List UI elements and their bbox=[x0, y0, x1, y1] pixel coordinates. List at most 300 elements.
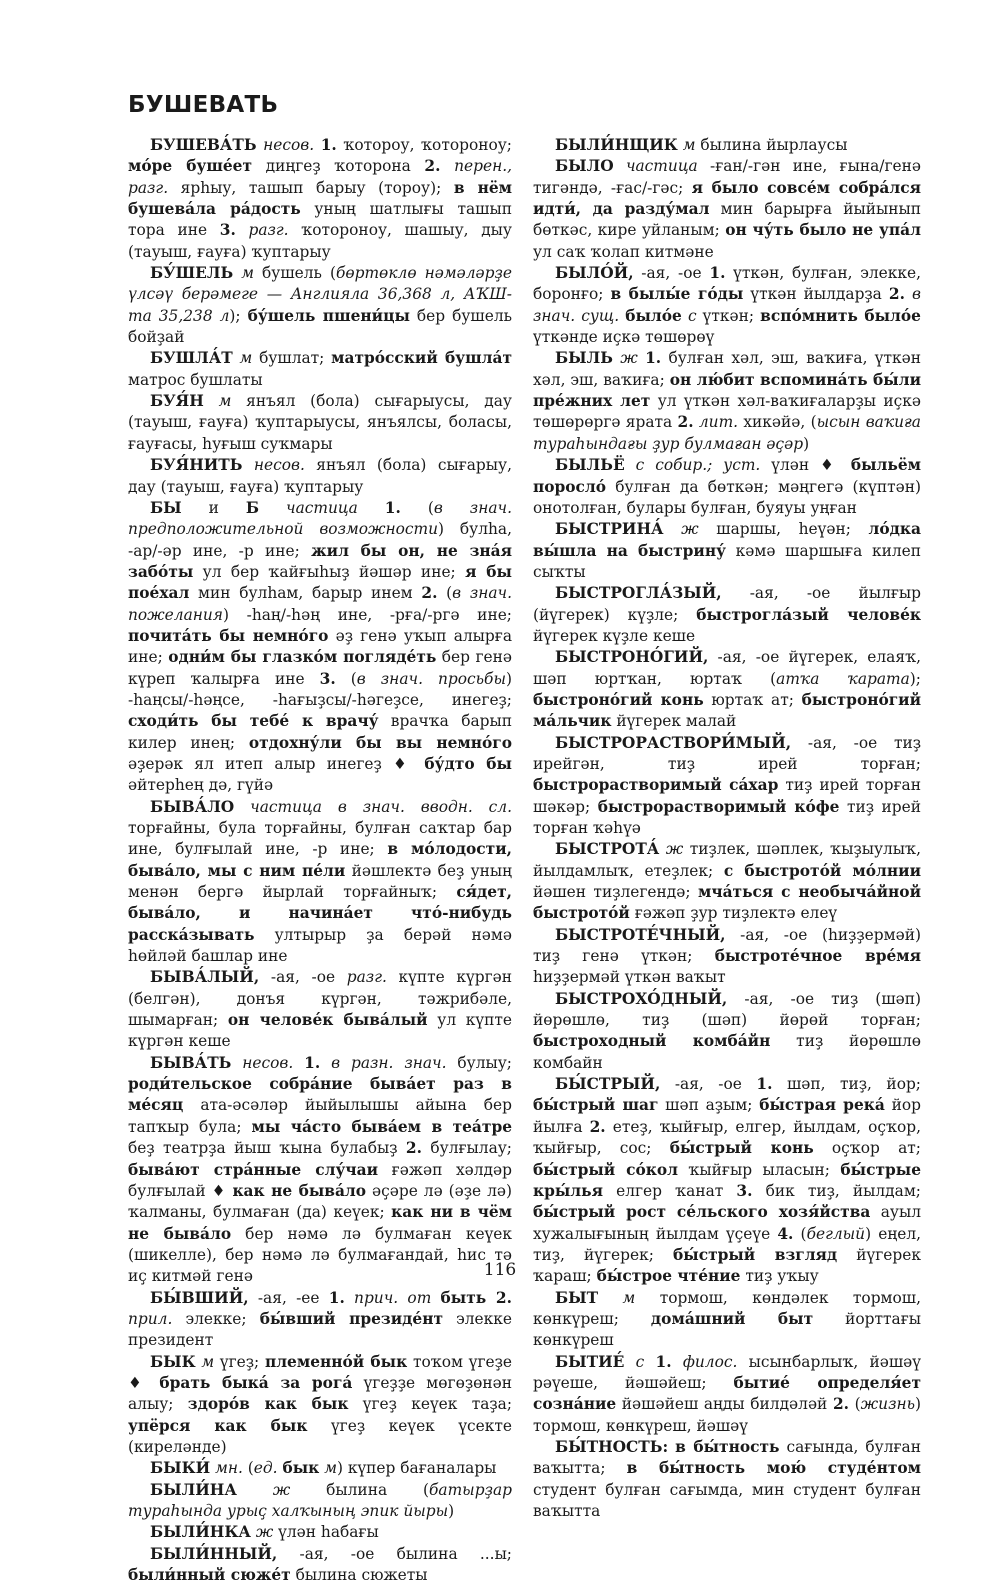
entry-text: әҙ генә уҡып алырға ине; bbox=[128, 626, 512, 667]
entry-text: ) булһа, -ар/-әр ине, -р ине; bbox=[128, 520, 512, 560]
entry-text: сағында, булған ваҡытта; bbox=[533, 1437, 921, 1478]
entry-text bbox=[204, 392, 219, 410]
entry-bold-text: 3. bbox=[219, 221, 236, 240]
entry-bold-text: бы́стрые кры́лья bbox=[533, 1160, 921, 1200]
entry-text: ( bbox=[849, 1395, 861, 1414]
entry-bold-text: БЫВА́ЛЫЙ, bbox=[150, 968, 260, 987]
entry-text: һиҙҙермәй үткән ваҡыт bbox=[533, 968, 726, 987]
entry-text: хикәйә, ( bbox=[738, 413, 817, 432]
dictionary-entry bbox=[128, 1480, 512, 1523]
entry-text: ғәжәп ҙур тиҙлектә елеү bbox=[629, 904, 838, 923]
entry-bold-text: я было совсе́м собра́лся идти́, да разду́мал bbox=[533, 178, 921, 219]
entry-text bbox=[233, 349, 240, 367]
entry-bold-text: с быстрото́й мо́лнии bbox=[723, 861, 921, 880]
entry-text: -ая, -ое былина ...ы; bbox=[277, 1544, 512, 1563]
dictionary-entry bbox=[128, 1288, 512, 1352]
entry-bold-text: БЫВА́ЛО bbox=[150, 797, 235, 816]
entry-text: -ая, -ое йылғыр (йүгерек) күҙле; bbox=[533, 584, 921, 624]
entry-bold-text: 2. bbox=[888, 285, 905, 304]
entry-text: үткән йылдарҙа bbox=[743, 285, 889, 304]
entry-bold-text: как не быва́ло bbox=[232, 1181, 367, 1200]
entry-text bbox=[237, 1481, 273, 1499]
entry-bold-text: быстроте́чное вре́мя bbox=[714, 947, 921, 966]
entry-bold-text: в бы́тность мою́ студе́нтом bbox=[626, 1459, 922, 1478]
entry-bold-text: матро́сский бушла́т bbox=[331, 349, 512, 368]
entry-italic-note: ж bbox=[620, 349, 638, 368]
entry-text: янъял (бола) сығарыусы, дау (тауыш, ғауға) ҡуптарыусы, янъялсы, боласы, ғауғасы, һуғыш суҡмары bbox=[128, 392, 512, 453]
dictionary-entry bbox=[533, 455, 921, 519]
entry-text bbox=[644, 1353, 655, 1371]
entry-text bbox=[231, 1054, 242, 1072]
entry-text: былина сюжеты bbox=[290, 1566, 428, 1585]
dictionary-entry bbox=[128, 967, 512, 1052]
entry-text: -ая, -ое йүгерек, елаяҡ, шәп юртҡан, юртаҡ ( bbox=[533, 648, 921, 688]
entry-text: бер нәмә лә булмаған кеүек (шикелле), бер нәмә лә булмағандай, һис тә иҫ китмәй генә bbox=[128, 1224, 512, 1286]
entry-bold-text: БЫКИ́ bbox=[150, 1459, 211, 1478]
entry-bold-text: быва́ют стра́нные слу́чаи bbox=[128, 1160, 379, 1179]
entry-bold-text: БЫЛО bbox=[555, 157, 614, 176]
dictionary-entry bbox=[533, 1074, 921, 1287]
entry-italic-note: ж bbox=[272, 1480, 291, 1499]
entry-text: үткән, булған, элекке, боронғо; bbox=[533, 264, 921, 304]
entry-bold-text: мо́ре буше́ет bbox=[128, 157, 253, 176]
entry-text: ( bbox=[793, 1224, 807, 1243]
dictionary-entry bbox=[128, 391, 512, 455]
entry-text: йүгерек малай bbox=[611, 712, 737, 731]
entry-text: и bbox=[181, 498, 246, 517]
entry-italic-note: бөртөклө нәмәләрҙе үлсәү берәмеге — Англияла 36,368 л, АҠШ-та 35,238 л bbox=[128, 264, 512, 325]
entry-bold-text: БЫЛИ́НКА bbox=[150, 1523, 251, 1542]
entry-text: тормош, көндәлек тормош, көнкүреш; bbox=[533, 1288, 921, 1328]
dictionary-entry bbox=[533, 647, 921, 732]
entry-text: мин булһам, барыр инем bbox=[189, 584, 422, 603]
entry-italic-note: перен., разг. bbox=[128, 157, 512, 197]
dictionary-entry bbox=[533, 925, 921, 989]
entry-text: тиҙ ирей торған шәкәр; bbox=[533, 776, 921, 816]
entry-bold-text: брать быка́ за рога́ bbox=[159, 1373, 353, 1392]
entry-bold-text: бу́дто бы bbox=[424, 754, 512, 773]
entry-italic-note: с bbox=[687, 306, 697, 325]
entry-text: элекке; bbox=[172, 1309, 260, 1328]
entry-text: ); bbox=[229, 306, 248, 325]
entry-bold-text: бы́страя река́ bbox=[759, 1096, 885, 1115]
entry-text: ( bbox=[335, 669, 357, 688]
entry-bold-text: в бы́тность bbox=[675, 1437, 780, 1456]
entry-text: ҡотороу, ҡотороноу; bbox=[336, 136, 512, 154]
entry-bold-text: 1. bbox=[328, 1288, 345, 1307]
dictionary-entry bbox=[533, 156, 921, 263]
entry-text: ауыл хужалығының йылдам үҫеүе bbox=[533, 1203, 922, 1243]
entry-bold-text: БЫСТРОРАСТВОРИ́МЫЙ, bbox=[555, 733, 792, 752]
entry-italic-note: частица в знач. вводн. сл. bbox=[250, 797, 512, 816]
entry-italic-note: батырҙар тураһында урыҫ халҡының эпик йыры bbox=[128, 1480, 512, 1520]
entry-text: ) -һаңсы/-һәңсе, -һағыҙсы/-һәгеҙсе, инегеҙ; bbox=[128, 669, 512, 709]
entry-text bbox=[905, 285, 912, 303]
entry-text: әҙерәк ял итеп алыр инегеҙ ♦ bbox=[128, 754, 425, 773]
entry-text: үгеҙ кеүек үсекте (киреләнде) bbox=[128, 1416, 512, 1456]
entry-bold-text: бы́строе чте́ние bbox=[596, 1267, 741, 1286]
entry-bold-text: мы ча́сто быва́ем в теа́тре bbox=[251, 1117, 512, 1136]
entry-bold-text: БЫЛИ́ННЫЙ, bbox=[150, 1544, 278, 1563]
dictionary-entry bbox=[128, 1352, 512, 1459]
entry-italic-note: с bbox=[635, 1352, 645, 1371]
entry-text: әйтерһең дә, гүйә bbox=[128, 776, 274, 795]
entry-bold-text: БЫК bbox=[150, 1352, 196, 1371]
entry-text: шаршы, һеүән; bbox=[698, 520, 869, 539]
entry-bold-text: жил бы он, не зна́я забо́ты bbox=[128, 541, 512, 581]
entry-text: матрос бушлаты bbox=[128, 370, 263, 389]
entry-text: ул саҡ ҡолап китмәне bbox=[533, 242, 714, 261]
entry-italic-note: в знач. пожелания bbox=[128, 584, 512, 624]
entry-bold-text: я бы пое́хал bbox=[128, 562, 512, 603]
entry-text: -ған/-гән ине, ғына/генә тигәндә, -ғас/-гәс; bbox=[533, 157, 921, 197]
entry-text: ҡотороноу, шашыу, дыу (тауыш, ғауға) ҡуптарыу bbox=[128, 221, 512, 261]
entry-text: тиҙ уҡыу bbox=[740, 1267, 819, 1286]
entry-bold-text: бы́вший президе́нт bbox=[259, 1309, 443, 1328]
entry-italic-note: прич. от bbox=[354, 1288, 432, 1307]
entry-italic-note: атҡа ҡарата bbox=[776, 669, 910, 688]
entry-italic-note: жизнь bbox=[860, 1395, 915, 1414]
entry-text: ) еңел, тиҙ, йүгерек; bbox=[533, 1224, 921, 1264]
entry-italic-note: с собир.; уст. bbox=[635, 456, 761, 475]
entry-bold-text: быстрорастворимый ко́фе bbox=[597, 797, 840, 816]
entry-text: үгеҙ; bbox=[214, 1352, 265, 1371]
entry-text bbox=[672, 1353, 683, 1371]
entry-bold-text: бы́стрый шаг bbox=[533, 1096, 659, 1115]
dictionary-entry bbox=[128, 263, 512, 348]
dictionary-entry bbox=[533, 583, 921, 647]
dictionary-entry bbox=[128, 498, 512, 797]
entry-bold-text: БЫВА́ТЬ bbox=[150, 1053, 232, 1072]
entry-bold-text: дома́шний быт bbox=[650, 1309, 814, 1328]
entry-bold-text: БЫ́СТРЫЙ, bbox=[555, 1075, 661, 1094]
entry-bold-text: 3. bbox=[736, 1181, 753, 1200]
entry-text: ярһыу, ташып барыу (тороу); bbox=[168, 178, 454, 197]
entry-bold-text: БЫЛЬЁ bbox=[555, 456, 625, 475]
entry-bold-text: БЫ bbox=[150, 498, 182, 517]
entry-italic-note: в знач. сущ. bbox=[533, 285, 921, 325]
entry-text: ( bbox=[400, 498, 434, 517]
entry-text: йәшен тиҙлегендә; bbox=[533, 883, 698, 902]
entry-italic-note: м bbox=[622, 1288, 636, 1307]
entry-text: -ая, -ое тиҙ ирейгән, тиҙ ирей торған; bbox=[533, 733, 921, 773]
entry-text: үткән; bbox=[696, 306, 761, 325]
entry-text bbox=[638, 349, 645, 367]
entry-bold-text: БЫТ bbox=[555, 1288, 599, 1307]
entry-italic-note: м bbox=[201, 1352, 215, 1371]
entry-bold-text: БЫ́ВШИЙ, bbox=[150, 1288, 249, 1307]
dictionary-entry bbox=[533, 263, 921, 348]
dictionary-entry bbox=[533, 839, 921, 924]
entry-text: былина ( bbox=[290, 1480, 430, 1499]
entry-text bbox=[236, 221, 249, 239]
entry-text bbox=[624, 1353, 635, 1371]
entry-bold-text: быстроходный комба́йн bbox=[533, 1032, 771, 1051]
entry-text: үгеҙҙе мөгөҙөнән алыу; bbox=[128, 1373, 512, 1414]
entry-bold-text: почита́ть бы немно́го bbox=[128, 626, 329, 645]
entry-italic-note: разг. bbox=[346, 968, 387, 987]
entry-italic-note: в разн. знач. bbox=[331, 1053, 447, 1072]
entry-bold-text: БЫЛЬ bbox=[555, 349, 613, 368]
entry-text bbox=[293, 1054, 304, 1072]
entry-text: янъял (бола) сығарыу, дау (тауыш, ғауға) ҡуптарыу bbox=[128, 456, 512, 496]
entry-text: былина йырлаусы bbox=[695, 136, 848, 154]
entry-text: үткәнде иҫкә төшөрөү bbox=[533, 328, 715, 347]
entry-bold-text: роди́тельское собра́ние быва́ет раз в ме́сяц bbox=[128, 1075, 512, 1115]
entry-bold-text: БУЯ́Н bbox=[150, 392, 204, 411]
entry-text: тиҙ ирей торған ҡәһүә bbox=[533, 797, 922, 837]
entry-bold-text: в былы́е го́ды bbox=[610, 285, 744, 304]
entry-text: булған хәл, эш, ваҡиға, үткән хәл, эш, ваҡиға; bbox=[533, 349, 921, 389]
entry-text: булыу; bbox=[446, 1053, 512, 1072]
entry-text: шәп, тиҙ, йор; bbox=[772, 1075, 921, 1094]
entry-text: бушель ( bbox=[254, 264, 336, 283]
entry-bold-text: как ни в чём не быва́ло bbox=[128, 1203, 512, 1243]
entry-text: шәп аҙым; bbox=[658, 1096, 760, 1115]
entry-text bbox=[431, 1289, 440, 1307]
entry-bold-text: быстроно́гий конь bbox=[533, 690, 704, 709]
entry-bold-text: Б bbox=[245, 498, 260, 517]
entry-bold-text: 2. bbox=[832, 1395, 850, 1414]
entry-text: ) bbox=[803, 434, 810, 453]
entry-text: елгер ҡанат bbox=[602, 1181, 737, 1200]
entry-italic-note: лит. bbox=[698, 413, 739, 432]
entry-bold-text: 1. bbox=[645, 349, 662, 368]
dictionary-entry bbox=[128, 455, 512, 498]
entry-text: -ая, -ое bbox=[633, 264, 710, 283]
entry-italic-note: м bbox=[218, 392, 232, 411]
entry-bold-text: были́нный сюже́т bbox=[128, 1566, 291, 1585]
entry-bold-text: бы́стрый рост се́льского хозя́йства bbox=[533, 1203, 871, 1222]
entry-bold-text: БЫЛО́Й, bbox=[555, 264, 634, 283]
entry-text: кәмә шаршыға килеп сыҡты bbox=[533, 541, 921, 581]
entry-bold-text: БЫСТРОХО́ДНЫЙ, bbox=[555, 989, 728, 1008]
entry-bold-text: бы́стрый конь bbox=[669, 1139, 814, 1158]
entry-text: йор йылға bbox=[533, 1096, 921, 1136]
entry-bold-text: в нём бушева́ла ра́дость bbox=[128, 178, 512, 219]
entry-bold-text: он челове́к быва́лый bbox=[227, 1011, 428, 1030]
entry-text: тиҙ йөрөшлө комбайн bbox=[533, 1032, 921, 1072]
entry-bold-text: упёрся как бык bbox=[128, 1416, 308, 1435]
entry-text: оҫҡор ат; bbox=[813, 1139, 921, 1158]
dictionary-entry bbox=[533, 135, 921, 156]
entry-text: ( bbox=[437, 584, 453, 603]
entry-text bbox=[441, 157, 455, 175]
entry-bold-text: 2. bbox=[424, 157, 441, 176]
entry-text: юртаҡ ат; bbox=[703, 690, 802, 709]
dictionary-entry bbox=[128, 1053, 512, 1288]
entry-bold-text: 1. bbox=[384, 498, 401, 517]
entry-bold-text: БЫЛИ́НЩИК bbox=[555, 136, 678, 154]
entry-text: ) bbox=[448, 1502, 455, 1520]
dictionary-entry bbox=[533, 1352, 921, 1437]
entry-text: йәшлектә беҙ уның менән бергә йырлай торғайныҡ; bbox=[128, 861, 513, 902]
entry-bold-text: он чу́ть было не упа́л bbox=[725, 221, 921, 240]
entry-text: ) тормош, көнкүреш, йәшәү bbox=[533, 1395, 921, 1435]
dictionary-entry bbox=[128, 1544, 512, 1586]
entry-text: беҙ театрҙа йыш ҡына булабыҙ bbox=[128, 1139, 406, 1158]
entry-text bbox=[259, 499, 286, 517]
entry-text bbox=[614, 157, 626, 175]
entry-text: ғәжәп хәлдәр булғылай ♦ bbox=[128, 1160, 512, 1200]
entry-italic-note: ысын ваҡиға тураһындағы ҙур булмаған әҫәр bbox=[533, 413, 921, 453]
entry-text: ); bbox=[909, 669, 921, 688]
entry-text: ) -һаң/-һәң ине, -рға/-ргә ине; bbox=[223, 605, 512, 624]
dictionary-entry bbox=[533, 348, 921, 455]
dictionary-entry bbox=[533, 519, 921, 583]
entry-text: диңгеҙ ҡоторона bbox=[252, 157, 425, 176]
entry-text: ысынбарлыҡ, йәшәү рәүеше, йәшәйеш; bbox=[533, 1352, 921, 1392]
entry-bold-text: бык bbox=[282, 1459, 320, 1478]
entry-text: мин барырға йыйынып бөткәс, кире уйланым; bbox=[533, 200, 921, 240]
entry-italic-note: ж bbox=[681, 520, 699, 539]
entry-bold-text: племенно́й бык bbox=[264, 1352, 408, 1371]
entry-bold-text: бы́стрый взгляд bbox=[673, 1245, 838, 1264]
entry-text bbox=[625, 456, 636, 474]
entry-bold-text: БЫСТРОГЛА́ЗЫЙ, bbox=[555, 584, 722, 603]
entry-bold-text: одни́м бы глазко́м погляде́ть bbox=[168, 648, 437, 667]
entry-italic-note: прил. bbox=[128, 1309, 173, 1328]
entry-text: булған да бөткән; мәңгегә (күптән) онотолған, булары булған, буяуы уңған bbox=[533, 477, 921, 517]
entry-italic-note: беглый bbox=[806, 1224, 866, 1243]
entry-bold-text: БЫСТРОНО́ГИЙ, bbox=[555, 648, 709, 667]
entry-bold-text: БЫТИЕ́ bbox=[555, 1352, 625, 1371]
dictionary-entry bbox=[533, 1288, 921, 1352]
entry-text bbox=[668, 1438, 675, 1456]
entry-bold-text: 2. bbox=[421, 584, 438, 603]
entry-bold-text: быстрогла́зый челове́к bbox=[696, 605, 922, 624]
entry-bold-text: 1. bbox=[655, 1352, 672, 1371]
entry-text: ултырыр ҙа берәй нәмә һөйләй башлар ине bbox=[128, 925, 512, 966]
entry-text: ( bbox=[242, 1459, 254, 1478]
entry-text bbox=[345, 1289, 354, 1307]
entry-text: үлән һабағы bbox=[273, 1523, 379, 1542]
entry-text: булғылау; bbox=[421, 1139, 512, 1158]
entry-text bbox=[664, 520, 682, 538]
entry-text: бушлат; bbox=[252, 349, 332, 368]
entry-text: етеҙ, ҡыйғыр, елгер, йылдам, оҫҡор, ҡыйғыр, сос; bbox=[533, 1117, 921, 1158]
entry-text: студент булған сағымда, мин студент булған ваҡытта bbox=[533, 1480, 921, 1520]
dictionary-entry bbox=[128, 797, 512, 968]
entry-bold-text: 4. bbox=[777, 1224, 794, 1243]
dictionary-entry bbox=[128, 1522, 512, 1543]
left-column bbox=[128, 135, 512, 1586]
running-head: БУШЕВАТЬ bbox=[128, 92, 279, 118]
entry-bold-text: бу́шель пшени́цы bbox=[247, 306, 410, 325]
entry-italic-note: несов. bbox=[263, 136, 315, 154]
entry-bold-text: БЫСТРОТЕ́ЧНЫЙ, bbox=[555, 925, 726, 944]
entry-text: ул үткән хәл-ваҡиғаларҙы иҫкә төшөрөргә ярата bbox=[533, 392, 921, 432]
entry-text bbox=[242, 456, 253, 474]
entry-italic-note: филос. bbox=[682, 1352, 738, 1371]
entry-italic-note: м bbox=[241, 264, 254, 283]
entry-bold-text: быстрорастворимый са́хар bbox=[533, 776, 779, 795]
entry-bold-text: ло́дка вы́шла на быстрину́ bbox=[533, 520, 921, 560]
entry-italic-note: разг. bbox=[248, 221, 289, 240]
entry-text: элекке президент bbox=[128, 1309, 512, 1350]
entry-text: -ая, -ее bbox=[248, 1288, 329, 1307]
entry-text: -ая, -ое bbox=[660, 1075, 757, 1094]
entry-text: бик тиҙ, йылдам; bbox=[752, 1181, 921, 1200]
entry-text: үгеҙ кеүек таҙа; bbox=[348, 1395, 513, 1414]
entry-italic-note: частица bbox=[286, 498, 358, 517]
entry-italic-note: ж bbox=[255, 1523, 274, 1542]
entry-text: үлән ♦ bbox=[760, 456, 851, 475]
entry-bold-text: 1. bbox=[320, 136, 337, 154]
entry-italic-note: м bbox=[324, 1459, 337, 1478]
entry-italic-note: частица bbox=[625, 157, 698, 176]
entry-bold-text: вспо́мнить было́е bbox=[760, 306, 921, 325]
entry-bold-text: 2. bbox=[677, 413, 694, 432]
entry-text: бер генә күреп ҡалырға ине bbox=[128, 648, 512, 688]
entry-text: -ая, -ое тиҙ (шәп) йөрөшлө, тиҙ (шәп) йөрөй торған; bbox=[533, 989, 921, 1030]
entry-text: -ая, -ое bbox=[259, 968, 347, 987]
dictionary-entry bbox=[533, 733, 921, 840]
entry-bold-text: быть 2. bbox=[440, 1288, 512, 1307]
entry-bold-text: БЫСТРОТА́ bbox=[555, 840, 660, 859]
entry-bold-text: 3. bbox=[319, 669, 336, 688]
dictionary-entry bbox=[128, 348, 512, 391]
entry-text: -ая, -ое (һиҙҙермәй) тиҙ генә үткән; bbox=[533, 925, 921, 966]
entry-text: ул бер ҡайғыһыҙ йәшәр ине; bbox=[193, 562, 466, 581]
entry-bold-text: 1. bbox=[756, 1075, 773, 1094]
entry-text: тоҡом үгеҙе ♦ bbox=[128, 1352, 512, 1392]
entry-bold-text: БУШЕВА́ТЬ bbox=[150, 136, 257, 154]
entry-bold-text: отдохну́ли бы вы немно́го bbox=[248, 733, 512, 752]
entry-bold-text: быстроно́гий ма́льчик bbox=[533, 690, 921, 731]
page-number: 116 bbox=[483, 1260, 517, 1280]
entry-bold-text: сходи́ть бы тебе́ к врачу́ bbox=[128, 712, 379, 731]
entry-bold-text: БУ́ШЕЛЬ bbox=[150, 264, 234, 283]
dictionary-entry bbox=[533, 989, 921, 1074]
entry-bold-text: БУЯ́НИТЬ bbox=[150, 456, 243, 475]
entry-text: врачҡа барып килер инең; bbox=[128, 712, 512, 752]
entry-bold-text: ся́дет, быва́ло, и начина́ет что́-нибудь расска́зывать bbox=[128, 883, 512, 944]
entry-bold-text: быльём поросло́ bbox=[533, 456, 921, 496]
entry-bold-text: было́е bbox=[625, 306, 682, 325]
entry-text: торғайны, була торғайны, булған саҡтар бар ине, булғылай ине, -р ине; bbox=[128, 819, 512, 859]
entry-text bbox=[358, 499, 385, 517]
entry-bold-text: БЫЛИ́НА bbox=[150, 1480, 237, 1499]
entry-italic-note: м bbox=[239, 349, 253, 368]
entry-text: йәшәйеш аңды билдәләй bbox=[616, 1395, 833, 1414]
entry-bold-text: БУШЛА́Т bbox=[150, 349, 233, 368]
entry-bold-text: 1. bbox=[304, 1053, 321, 1072]
entry-text bbox=[234, 798, 250, 816]
entry-bold-text: 2. bbox=[589, 1117, 606, 1136]
entry-text: тиҙлек, шәплек, ҡыҙыулыҡ, йылдамлыҡ, етеҙлек; bbox=[533, 840, 921, 880]
entry-italic-note: ед. bbox=[253, 1459, 278, 1478]
dictionary-entry bbox=[128, 1458, 512, 1479]
entry-bold-text: здоро́в как бык bbox=[187, 1395, 349, 1414]
entry-italic-note: в знач. просьбы bbox=[356, 669, 506, 688]
entry-italic-note: в знач. предположительной возможности bbox=[128, 498, 512, 539]
dictionary-entry bbox=[128, 135, 512, 263]
entry-bold-text: бытие́ определя́ет созна́ние bbox=[533, 1373, 922, 1414]
entry-bold-text: бы́стрый со́кол bbox=[533, 1160, 678, 1179]
entry-text bbox=[320, 1054, 331, 1072]
entry-text: әҫәре лә (әҙе лә) ҡалманы, булмаған (да) кеүек; bbox=[128, 1181, 513, 1222]
entry-italic-note: ж bbox=[665, 840, 684, 859]
entry-bold-text: БЫСТРИНА́ bbox=[555, 520, 664, 539]
dictionary-entry bbox=[533, 1437, 921, 1522]
entry-bold-text: БЫ́ТНОСТЬ: bbox=[555, 1437, 669, 1456]
entry-italic-note: мн. bbox=[215, 1459, 243, 1478]
entry-italic-note: м bbox=[682, 136, 696, 154]
entry-text: бер бушель бойҙай bbox=[128, 306, 512, 347]
entry-bold-text: мча́ться с необыча́йной быстрото́й bbox=[533, 883, 921, 923]
entry-bold-text: в мо́лодости, быва́ло, мы с ним пе́ли bbox=[128, 840, 512, 880]
